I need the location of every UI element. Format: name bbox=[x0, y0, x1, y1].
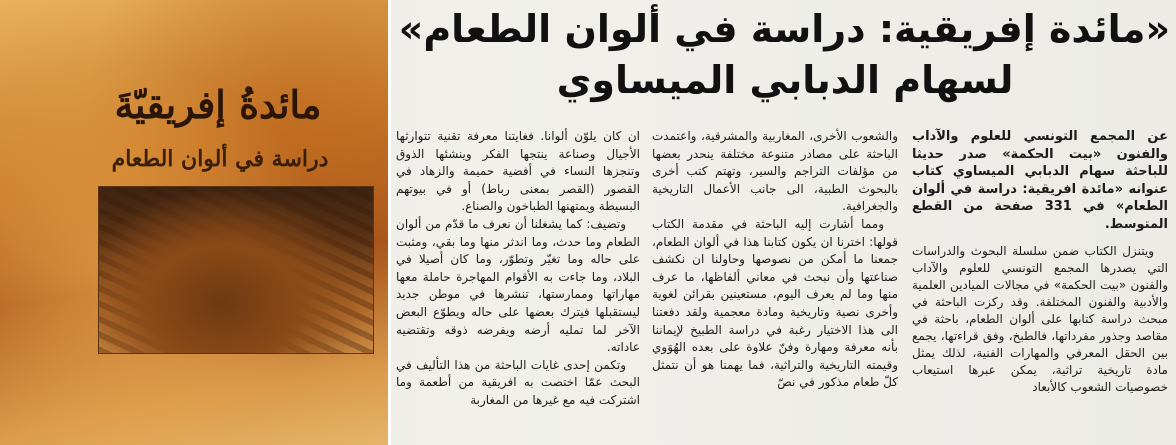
cover-title: مائدةُ إفريقيّةَ bbox=[114, 82, 322, 127]
article-headline bbox=[400, 4, 1170, 106]
article-column-middle bbox=[652, 128, 898, 445]
book-cover bbox=[0, 0, 388, 445]
article-paragraph: والشعوب الأخرى، المغاربية والمشرقية، واعتمدت الباحثة على مصادر متنوعة مختلفة ينحدر بعضها من مؤلفات التراجم والسير، وتهتم كتب أخرى بالبحوث الطبية، الى جانب الأعمال التاريخية والجغرافية. bbox=[652, 129, 898, 214]
article-column-left bbox=[396, 128, 640, 445]
article-paragraph: ومما أشارت إليه الباحثة في مقدمة الكتاب قولها: اخترنا ان يكون كتابنا هذا في ألوان الطعام، جمعنا ما أمكن من نصوصها وحاولنا ان نكشف صناعتها وأن نبحث في معاني ألفاظها، ما عرف منها وما لم يعرف اليوم، مستعينين بقرائن لغوية وأخرى نصية وتاريخية ومادة معجمية ولقد دفعتنا الى هذا الاختيار رغبة في دراسة الطبيخ لإيماننا بأنه معرفة ومهارة وفنّ علاوة على بعده الهُوَوي وقيمته التاريخية والتراثية، فما يهمنا هو أن نتمثل كلّ طعام مذكور في نصّ bbox=[652, 216, 898, 390]
headline-line-2: لسهام الدبابي الميساوي bbox=[556, 58, 1014, 102]
cover-food-photo bbox=[98, 186, 374, 354]
article-paragraph: وتكمن إحدى غايات الباحثة من هذا التأليف في البحث عمّا اختصت به افريقية من أطعمة وما اشتركت فيه مع غيرها من المغاربة bbox=[396, 357, 640, 407]
article-paragraph: ويتنزل الكتاب ضمن سلسلة البحوث والدراسات التي يصدرها المجمع التونسي للعلوم والآداب والفنون «بيت الحكمة» في مجالات الميادين العلمية والأدبية والفنون المختلفة. وقد ركزت الباحثة في مبحث دراسة كتابها على ألوان الطعام، باحثة في مقاصد وجذور مفرداتها، فالطبخ، وفق قراءتها، يجمع بين الحقل المعرفي والمهارات الفنية، لذلك يمثل مادة تاريخية تراثية، يمكن عبرها استيعاب خصوصيات الشعوب كالأبعاد bbox=[912, 244, 1168, 394]
cover-subtitle: دراسة في ألوان الطعام bbox=[111, 146, 329, 172]
article-paragraph: ان كان يلوّن ألوانا. فغايتنا معرفة تقنية تتوارثها الأجيال وصناعة ينتجها الفكر وينشئها الذوق وتنجزها النساء في أفضية حميمة والزهاد في القصور (القصر بمعنى رباط) أو في بيوتهم البسيطة ويمتهنها الطباخون والصناع. bbox=[396, 129, 640, 214]
article-column-right bbox=[912, 128, 1168, 445]
headline-line-1: «مائدة إفريقية: دراسة في ألوان الطعام» bbox=[398, 7, 1170, 51]
article-paragraph: وتضيف: كما يشغلنا أن نعرف ما قدّم من ألوان الطعام وما حدث، وما اندثر منها وما بقي، ومثبت على حاله وما تغيّر وتطوّر، وما كان أصيلا في البلاد، وما جاءت به الأقوام المهاجرة حاملة معها مهاراتها وممارستها، تنشرها في موطن جديد ليستقبلها فيترك بعضها على حاله ويطوّع البعض الآخر لما تمليه أرضه ويفرضه ذوقه وتقتضيه عاداته. bbox=[396, 216, 640, 355]
article-lead: عن المجمع التونسي للعلوم والآداب والفنون «بيت الحكمة» صدر حديثا للباحثة سهام الدبابي الميساوي كتاب عنوانه «مائدة افريقية: دراسة في ألوان الطعام» في 331 صفحة من القطع المتوسط. bbox=[912, 129, 1168, 232]
column-divider bbox=[388, 0, 391, 445]
